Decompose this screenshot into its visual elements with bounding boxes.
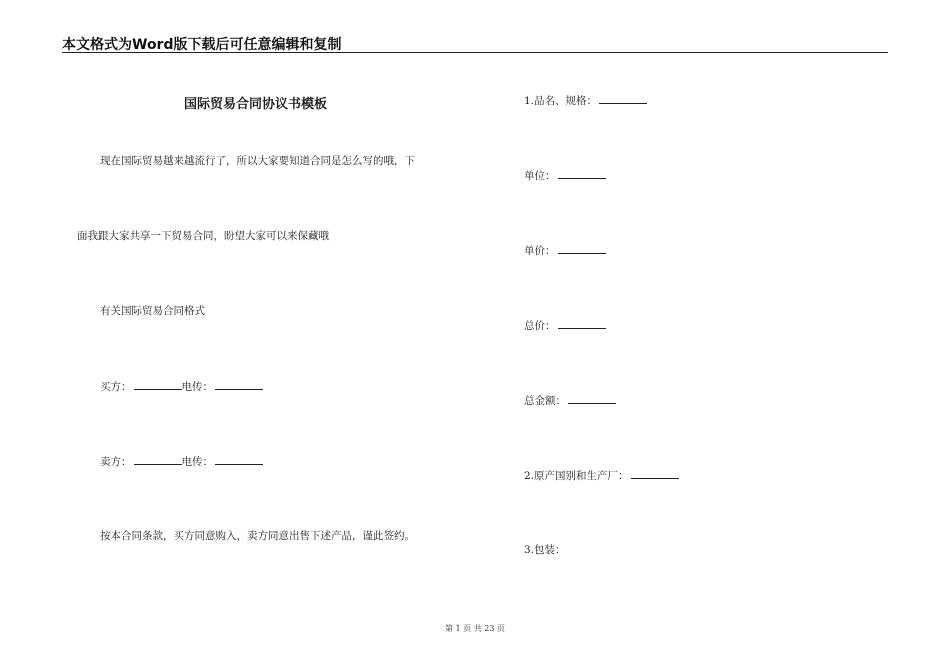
total-amount-blank (568, 393, 616, 404)
unit-field (524, 168, 606, 183)
seller-fax-label: 电传： (181, 456, 213, 468)
item1-product-spec (524, 93, 647, 108)
buyer-blank (134, 379, 182, 390)
page-footer: 第 1 页 共 23 页 (445, 624, 505, 633)
buyer-fax-label: 电传： (181, 381, 213, 393)
seller-blank (134, 454, 182, 465)
unit-blank (558, 168, 606, 179)
unit-label: 单位： (524, 170, 556, 182)
page-header-title: 本文格式为Word版下载后可任意编辑和复制 (62, 37, 342, 53)
total-price-field (524, 318, 606, 333)
seller-fax-blank (215, 454, 263, 465)
unit-price-field (524, 243, 606, 258)
total-price-blank (558, 318, 606, 329)
buyer-fax-blank (215, 379, 263, 390)
document-title: 国际贸易合同协议书模板 (184, 97, 328, 112)
item2-origin-manufacturer (524, 468, 679, 483)
buyer-line (100, 379, 263, 394)
item2-blank (631, 468, 679, 479)
item3-label: 3.包装： (524, 544, 566, 556)
section-heading-contract-format: 有关国际贸易合同格式 (100, 305, 205, 317)
unit-price-blank (558, 243, 606, 254)
header-divider (62, 52, 888, 53)
buyer-label: 买方： (100, 381, 132, 393)
total-amount-label: 总金额： (524, 395, 566, 407)
seller-label: 卖方： (100, 456, 132, 468)
item3-packaging (524, 543, 566, 557)
unit-price-label: 单价： (524, 245, 556, 257)
seller-line (100, 454, 263, 469)
total-price-label: 总价： (524, 320, 556, 332)
intro-paragraph-line-1: 现在国际贸易越来越流行了，所以大家要知道合同是怎么写的哦，下 (100, 155, 415, 167)
item2-label: 2.原产国别和生产厂： (524, 470, 629, 482)
agreement-paragraph: 按本合同条款，买方同意购入，卖方同意出售下述产品，谨此签约。 (100, 530, 415, 542)
intro-paragraph-line-2: 面我跟大家共享一下贸易合同，盼望大家可以来保藏哦 (77, 230, 329, 242)
item1-label: 1.品名、规格： (524, 95, 598, 107)
total-amount-field (524, 393, 616, 408)
item1-blank (599, 93, 647, 104)
